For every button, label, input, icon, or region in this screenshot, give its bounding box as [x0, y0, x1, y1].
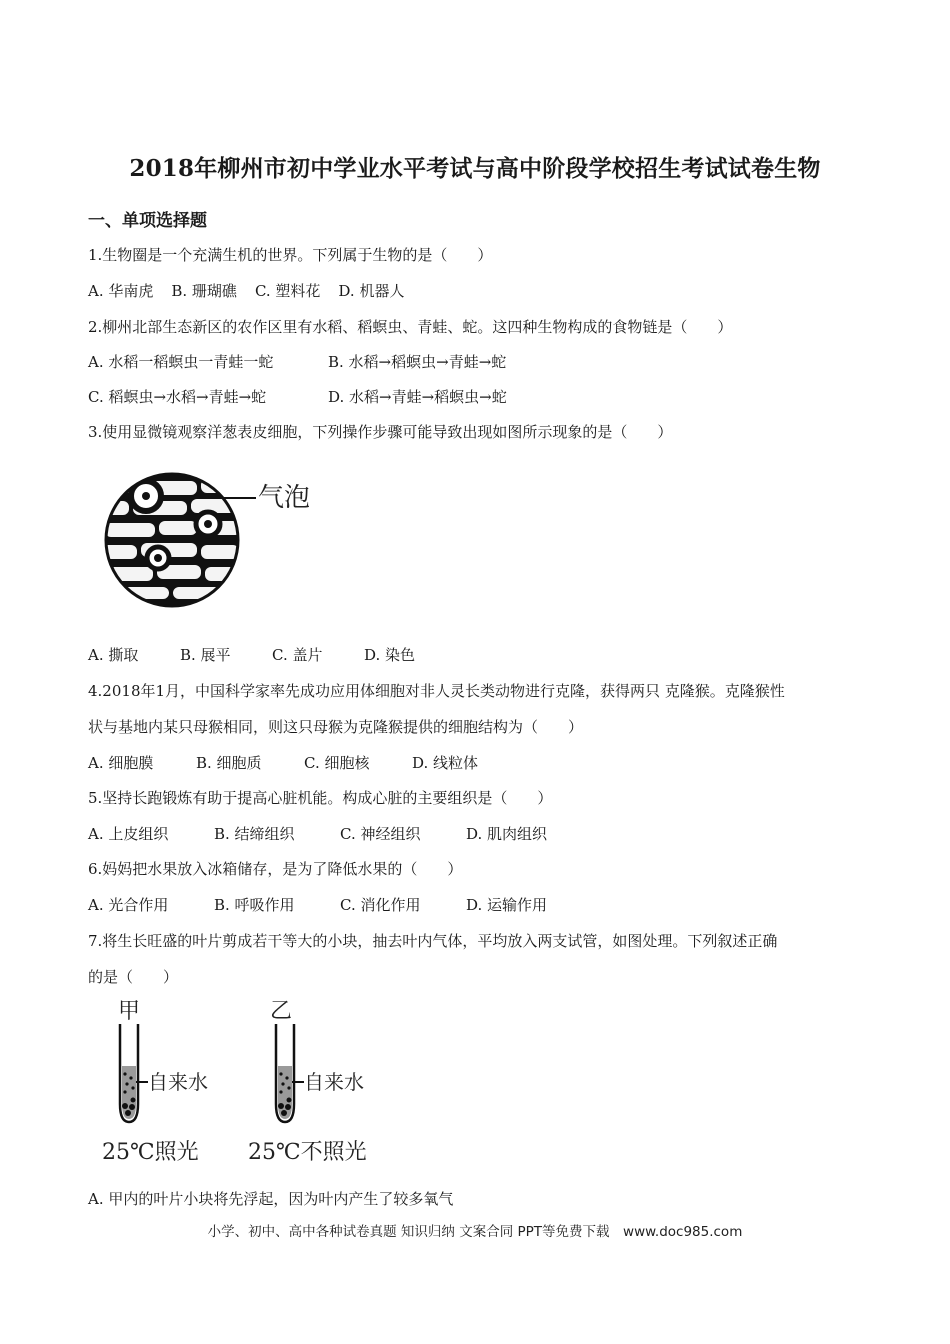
question-1-stem: 1.生物圈是一个充满生机的世界。下列属于生物的是（ ）: [88, 246, 493, 264]
option-c: C. 盖片: [272, 646, 323, 664]
option-d: D. 染色: [364, 646, 416, 664]
option-c: C. 神经组织: [340, 825, 421, 843]
option-a: A. 光合作用: [88, 896, 169, 914]
microscope-view-figure: [100, 460, 330, 620]
tube-b-label: 乙: [270, 999, 293, 1024]
option-b: B. 细胞质: [196, 754, 262, 772]
question-7-stem-line2: 的是（ ）: [88, 968, 179, 986]
tube-a-label: 甲: [118, 999, 141, 1024]
tube-a-water-label: 自来水: [148, 1070, 208, 1094]
question-6-options: [88, 894, 547, 915]
option-a: A. 撕取: [88, 646, 139, 664]
option-d: D. 肌肉组织: [466, 825, 548, 843]
option-c: C. 塑料花: [254, 282, 321, 300]
question-4-stem-line2: 状与基地内某只母猴相同，则这只母猴为克隆猴提供的细胞结构为（ ）: [88, 718, 584, 736]
question-2-stem: 2.柳州北部生态新区的农作区里有水稻、稻螟虫、青蛙、蛇。这四种生物构成的食物链是（ ）: [88, 318, 733, 336]
question-1-options: [88, 280, 422, 301]
option-b: B. 呼吸作用: [214, 896, 295, 914]
option-d: D. 运输作用: [466, 896, 548, 914]
page-title: 2018年柳州市初中学业水平考试与高中阶段学校招生考试试卷生物: [129, 155, 821, 182]
question-6-stem: 6.妈妈把水果放入冰箱储存，是为了降低水果的（ ）: [88, 860, 463, 878]
question-2-options-row1: [88, 351, 506, 372]
option-b: B. 展平: [180, 646, 231, 664]
question-4-stem-line1: 4.2018年1月，中国科学家率先成功应用体细胞对非人灵长类动物进行克隆，获得两只 克隆猴。克隆猴性: [88, 682, 785, 700]
option-c: C. 细胞核: [304, 754, 370, 772]
question-5-options: [88, 823, 547, 844]
option-a: A. 华南虎: [88, 282, 154, 300]
question-2-options-row2: [88, 386, 507, 407]
question-3-stem: 3.使用显微镜观察洋葱表皮细胞，下列操作步骤可能导致出现如图所示现象的是（ ）: [88, 423, 673, 441]
option-c: C. 消化作用: [340, 896, 421, 914]
option-d: D. 机器人: [338, 282, 405, 300]
tube-b-condition: 25℃不照光: [248, 1140, 367, 1165]
question-4-options: [88, 752, 478, 773]
option-a: A. 上皮组织: [88, 825, 169, 843]
option-b: B. 水稻→稻螟虫→青蛙→蛇: [328, 353, 507, 371]
test-tube-b: [276, 1024, 364, 1122]
option-d: D. 线粒体: [412, 754, 479, 772]
option-c: C. 稻螟虫→水稻→青蛙→蛇: [88, 388, 267, 406]
tube-b-water-label: 自来水: [304, 1070, 364, 1094]
page-footer: 小学、初中、高中各种试卷真题 知识归纳 文案合同 PPT等免费下载 www.doc985.com: [207, 1224, 743, 1240]
question-5-stem: 5.坚持长跑锻炼有助于提高心脏机能。构成心脏的主要组织是（ ）: [88, 789, 553, 807]
option-b: B. 结缔组织: [214, 825, 295, 843]
option-a: A. 细胞膜: [88, 754, 154, 772]
option-a: A. 水稻一稻螟虫一青蛙一蛇: [88, 353, 274, 371]
question-7-option-a: A. 甲内的叶片小块将先浮起，因为叶内产生了较多氧气: [88, 1190, 454, 1208]
test-tube-a: [120, 1024, 208, 1122]
section-heading: 一、单项选择题: [88, 211, 207, 231]
option-d: D. 水稻→青蛙→稻螟虫→蛇: [328, 388, 507, 406]
test-tube-figure: [98, 994, 388, 1170]
tube-a-condition: 25℃照光: [102, 1140, 199, 1165]
bubble-label: 气泡: [258, 483, 311, 513]
option-b: B. 珊瑚礁: [171, 282, 237, 300]
question-7-stem-line1: 7.将生长旺盛的叶片剪成若干等大的小块，抽去叶内气体，平均放入两支试管，如图处理。下列叙述正确: [88, 932, 778, 950]
question-3-options: [88, 644, 415, 665]
cell-field: [100, 460, 260, 620]
